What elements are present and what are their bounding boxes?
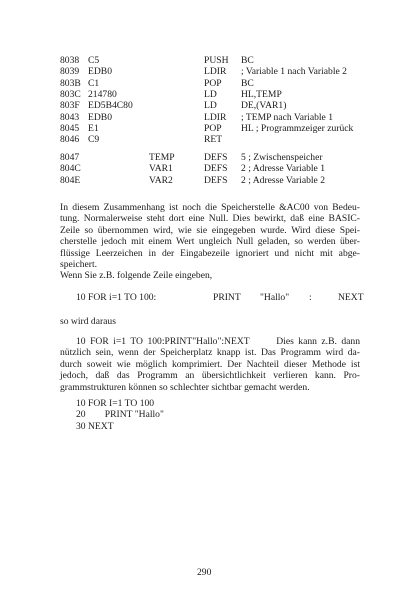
code-address: 8047 [60,152,80,163]
code-operand: ; Variable 1 nach Variable 2 [241,66,347,78]
code-address: 8045 [60,122,80,134]
text-line: grammstrukturen können so schlechter sichtbar gemacht werden. [60,381,310,393]
code-address: 803C [60,88,81,100]
code-mnemonic: POP [204,122,222,134]
body-text: Wenn Sie z.B. folgende Zeile eingeben, [60,270,213,281]
text-line: jedoch, daß das Programm an übersichtlichkeit verlieren kann. Pro- [60,370,360,382]
code-mnemonic: LD [204,88,217,100]
code-address: 8046 [60,134,80,146]
code-mnemonic: LD [204,100,217,112]
code-mnemonic: LDIR [204,66,227,78]
code-address: 804C [60,163,81,175]
text-line: speichert. [60,258,98,270]
code-mnemonic: LDIR [204,111,227,123]
body-paragraph [60,202,360,270]
basic-print-keyword: PRINT [213,292,241,303]
page-number: 290 [197,567,212,578]
basic-string: "Hallo" [260,292,290,303]
code-hex: 214780 [88,88,117,100]
code-mnemonic: DEFS [204,152,228,163]
code-operand: 2 ; Adresse Variable 2 [241,174,326,186]
code-label: TEMP [149,152,175,163]
code-hex: C1 [88,77,100,89]
code-mnemonic: POP [204,77,222,89]
code-address: 8038 [60,55,80,66]
basic-loop-head: 10 FOR i=1 TO 100: [76,292,157,303]
code-mnemonic: DEFS [204,163,228,175]
code-hex: EDB0 [88,111,112,123]
data-definitions-listing [60,152,380,188]
text-line: flüssige Leerzeichen in der Eingabezeile ignoriert und nicht mit abge- [60,247,360,259]
code-operand: HL ; Programmzeiger zurück [241,122,354,134]
code-operand: BC [241,77,254,89]
basic-input-line [76,292,376,304]
basic-line: 20 PRINT "Hallo" [76,409,164,421]
text-line: durch soweit wie möglich komprimiert. Der Nachteil dieser Methode ist [60,358,360,370]
code-operand: BC [241,55,254,66]
code-label: VAR1 [149,163,173,175]
code-address: 803F [60,100,80,112]
code-operand: ; TEMP nach Variable 1 [241,111,334,123]
code-operand: DE,(VAR1) [241,100,287,112]
code-address: 8043 [60,111,80,123]
text-line: tung. Normalerweise steht dort eine Null. Dies bewirkt, daß eine BASIC- [60,213,360,225]
assembly-listing [60,55,380,147]
text-line: In diesem Zusammenhang ist noch die Speicherstelle &AC00 von Bedeu- [60,202,360,213]
text-line: nützlich sein, wenn der Speicherplatz knapp ist. Das Programm wird da- [60,347,360,359]
code-operand: 5 ; Zwischenspeicher [241,152,323,163]
code-address: 803B [60,77,81,89]
code-hex: ED5B4C80 [88,100,133,112]
code-operand: 2 ; Adresse Variable 1 [241,163,326,175]
code-mnemonic: RET [204,134,223,146]
basic-next-keyword: NEXT [338,292,364,303]
code-label: VAR2 [149,174,173,186]
basic-colon: : [309,292,312,303]
code-operand: HL,TEMP [241,88,282,100]
code-hex: E1 [88,122,99,134]
text-line: 10 FOR i=1 TO 100:PRINT"Hallo":NEXT Dies kann z.B. dann [76,336,360,347]
basic-program [76,398,276,434]
code-address: 804E [60,174,81,186]
code-hex: EDB0 [88,66,112,78]
basic-line: 30 NEXT [76,420,114,432]
basic-line: 10 FOR I=1 TO 100 [76,398,155,409]
text-line: cherstelle jedoch mit einem Wert ungleich Null geladen, so werden über- [60,236,360,248]
code-mnemonic: PUSH [204,55,229,66]
code-mnemonic: DEFS [204,174,228,186]
body-paragraph [60,336,360,393]
code-hex: C9 [88,134,100,146]
body-text: so wird daraus [60,316,116,327]
code-address: 8039 [60,66,80,78]
text-line: Zeile so übernommen wird, wie sie eingegeben wurde. Wird diese Spei- [60,224,360,236]
code-hex: C5 [88,55,100,66]
